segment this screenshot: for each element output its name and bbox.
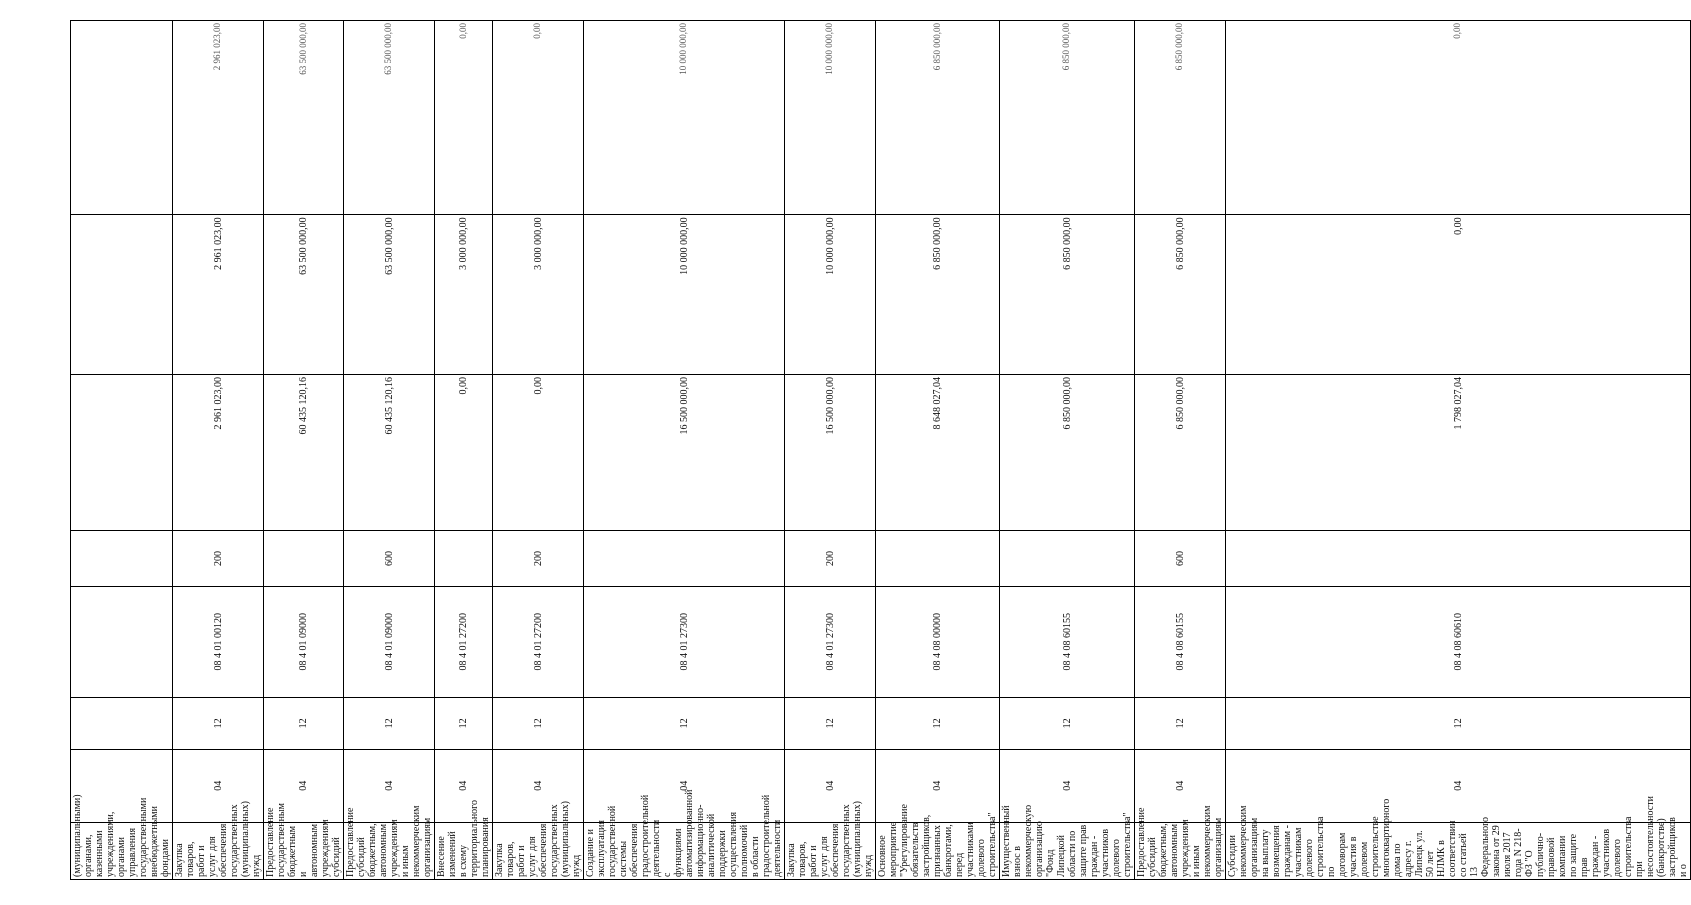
- row-sum-year2: 2 961 023,00: [173, 215, 264, 375]
- row-expense-type: [1000, 531, 1135, 587]
- row-sum-year3: 0,00: [1226, 21, 1691, 215]
- table-row: [584, 21, 785, 880]
- row-description: Закупка товаров, работ и услуг для обеспечения государственных (муниципальных) нужд: [173, 822, 264, 879]
- table-row: [876, 21, 1000, 880]
- table-row: [493, 21, 584, 880]
- row-sum-year3: 0,00: [493, 21, 584, 215]
- row-sum-year3: [71, 21, 173, 215]
- row-target-article: 08 4 01 27300: [785, 586, 876, 697]
- row-sum-year2: 3 000 000,00: [493, 215, 584, 375]
- row-sum-year1: 60 435 120,16: [264, 375, 344, 531]
- row-subsection-code: 12: [173, 697, 264, 749]
- table-row: [1000, 21, 1135, 880]
- row-sum-year2: 10 000 000,00: [584, 215, 785, 375]
- row-target-article: 08 4 01 27200: [435, 586, 493, 697]
- row-sum-year3: 6 850 000,00: [1000, 21, 1135, 215]
- row-target-article: 08 4 08 00000: [876, 586, 1000, 697]
- row-description: Предоставление государственным бюджетным и автономным учреждениям субсидий: [264, 822, 344, 879]
- row-section-code: 04: [1135, 749, 1226, 822]
- row-section-code: 04: [584, 749, 785, 822]
- row-sum-year1: 0,00: [493, 375, 584, 531]
- row-sum-year2: [71, 215, 173, 375]
- row-target-article: 08 4 01 09000: [344, 586, 435, 697]
- row-sum-year2: 3 000 000,00: [435, 215, 493, 375]
- row-expense-type: [876, 531, 1000, 587]
- row-sum-year3: 10 000 000,00: [584, 21, 785, 215]
- row-sum-year2: 6 850 000,00: [1000, 215, 1135, 375]
- row-target-article: 08 4 01 27200: [493, 586, 584, 697]
- row-section-code: 04: [173, 749, 264, 822]
- row-section-code: 04: [785, 749, 876, 822]
- row-description: Предоставление субсидий бюджетным, автономным учреждениям и иным некоммерческим организациям: [1135, 822, 1226, 879]
- row-sum-year1: 2 961 023,00: [173, 375, 264, 531]
- row-subsection-code: 12: [584, 697, 785, 749]
- budget-table: [70, 20, 1691, 880]
- row-sum-year2: 6 850 000,00: [1135, 215, 1226, 375]
- row-sum-year3: 2 961 023,00: [173, 21, 264, 215]
- table-row: [344, 21, 435, 880]
- row-subsection-code: 12: [785, 697, 876, 749]
- row-description: Основное мероприятие "Урегулирование обязательств застройщиков, признанных банкротами, перед участниками долевого строительства": [876, 822, 1000, 879]
- row-subsection-code: 12: [1226, 697, 1691, 749]
- row-subsection-code: 12: [435, 697, 493, 749]
- row-section-code: 04: [344, 749, 435, 822]
- row-sum-year3: 6 850 000,00: [876, 21, 1000, 215]
- row-target-article: [71, 586, 173, 697]
- row-description: Закупка товаров, работ и услуг для обеспечения государственных (муниципальных) нужд: [785, 822, 876, 879]
- row-sum-year3: 10 000 000,00: [785, 21, 876, 215]
- table-row: [1135, 21, 1226, 880]
- row-expense-type: [264, 531, 344, 587]
- row-section-code: 04: [1226, 749, 1691, 822]
- row-subsection-code: 12: [1000, 697, 1135, 749]
- table-row: [435, 21, 493, 880]
- row-description: Предоставление субсидий бюджетным, автономным учреждениям и иным некоммерческим организациям: [344, 822, 435, 879]
- row-subsection-code: 12: [1135, 697, 1226, 749]
- row-description: Закупка товаров, работ и услуг для обеспечения государственных (муниципальных) нужд: [493, 822, 584, 879]
- row-section-code: 04: [876, 749, 1000, 822]
- row-subsection-code: [71, 697, 173, 749]
- row-sum-year2: 10 000 000,00: [785, 215, 876, 375]
- row-sum-year3: 6 850 000,00: [1135, 21, 1226, 215]
- row-sum-year3: 0,00: [435, 21, 493, 215]
- row-sum-year1: 0,00: [435, 375, 493, 531]
- row-sum-year2: 0,00: [1226, 215, 1691, 375]
- table-row: [264, 21, 344, 880]
- row-description: (муниципальными) органами, казенными учреждениями, органами управления государственными внебюджетными фондами: [71, 822, 173, 879]
- row-expense-type: 600: [1135, 531, 1226, 587]
- row-description: Имущественный взнос в некоммерческую организацию "Фонд Липецкой области по защите прав граждан - участников долевого строительства": [1000, 822, 1135, 879]
- row-subsection-code: 12: [344, 697, 435, 749]
- table-row: [71, 21, 173, 880]
- row-section-code: 04: [1000, 749, 1135, 822]
- row-section-code: 04: [264, 749, 344, 822]
- row-target-article: 08 4 08 60155: [1135, 586, 1226, 697]
- row-target-article: 08 4 01 09000: [264, 586, 344, 697]
- row-expense-type: 200: [493, 531, 584, 587]
- row-sum-year1: 6 850 000,00: [1135, 375, 1226, 531]
- row-subsection-code: 12: [264, 697, 344, 749]
- table-row: [173, 21, 264, 880]
- row-expense-type: [1226, 531, 1691, 587]
- row-sum-year1: 60 435 120,16: [344, 375, 435, 531]
- row-expense-type: 600: [344, 531, 435, 587]
- row-sum-year2: 63 500 000,00: [344, 215, 435, 375]
- row-sum-year1: [71, 375, 173, 531]
- row-description: Создание и эксплуатация государственной системы обеспечения градостроительной деятельности с функциями автоматизированной информационно-аналитической поддержки осуществления полномочий в области градостроительной деятельности: [584, 822, 785, 879]
- row-sum-year1: 6 850 000,00: [1000, 375, 1135, 531]
- row-sum-year2: 63 500 000,00: [264, 215, 344, 375]
- row-sum-year1: 1 798 027,04: [1226, 375, 1691, 531]
- row-target-article: 08 4 01 00120: [173, 586, 264, 697]
- row-target-article: 08 4 08 60155: [1000, 586, 1135, 697]
- table-row: [785, 21, 876, 880]
- row-target-article: 08 4 08 60610: [1226, 586, 1691, 697]
- row-sum-year1: 8 648 027,04: [876, 375, 1000, 531]
- row-sum-year2: 6 850 000,00: [876, 215, 1000, 375]
- row-section-code: 04: [435, 749, 493, 822]
- row-description: Внесение изменений в схему территориального планирования: [435, 822, 493, 879]
- row-expense-type: [71, 531, 173, 587]
- row-sum-year3: 63 500 000,00: [264, 21, 344, 215]
- row-subsection-code: 12: [493, 697, 584, 749]
- row-description: Субсидии некоммерческим организациям на выплату возмещения гражданам - участникам долевого строительства по договорам участия в долевом строительстве многоквартирного дома по адресу г. Липецк ул. 50 лет НЛМК в соответствии со статьей 13 Федерального закона от 29 июля 2017 года N 218-ФЗ "О публично-правовой компании по защите прав граждан - участников долевого строительства при несостоятельности (банкротстве) застройщиков и о: [1226, 822, 1691, 879]
- row-sum-year3: 63 500 000,00: [344, 21, 435, 215]
- row-section-code: 04: [493, 749, 584, 822]
- row-sum-year1: 16 500 000,00: [785, 375, 876, 531]
- rotated-table-container: [70, 20, 1689, 880]
- row-expense-type: 200: [785, 531, 876, 587]
- row-target-article: 08 4 01 27300: [584, 586, 785, 697]
- row-expense-type: [584, 531, 785, 587]
- row-subsection-code: 12: [876, 697, 1000, 749]
- row-expense-type: 200: [173, 531, 264, 587]
- row-expense-type: [435, 531, 493, 587]
- row-sum-year1: 16 500 000,00: [584, 375, 785, 531]
- table-row: [1226, 21, 1691, 880]
